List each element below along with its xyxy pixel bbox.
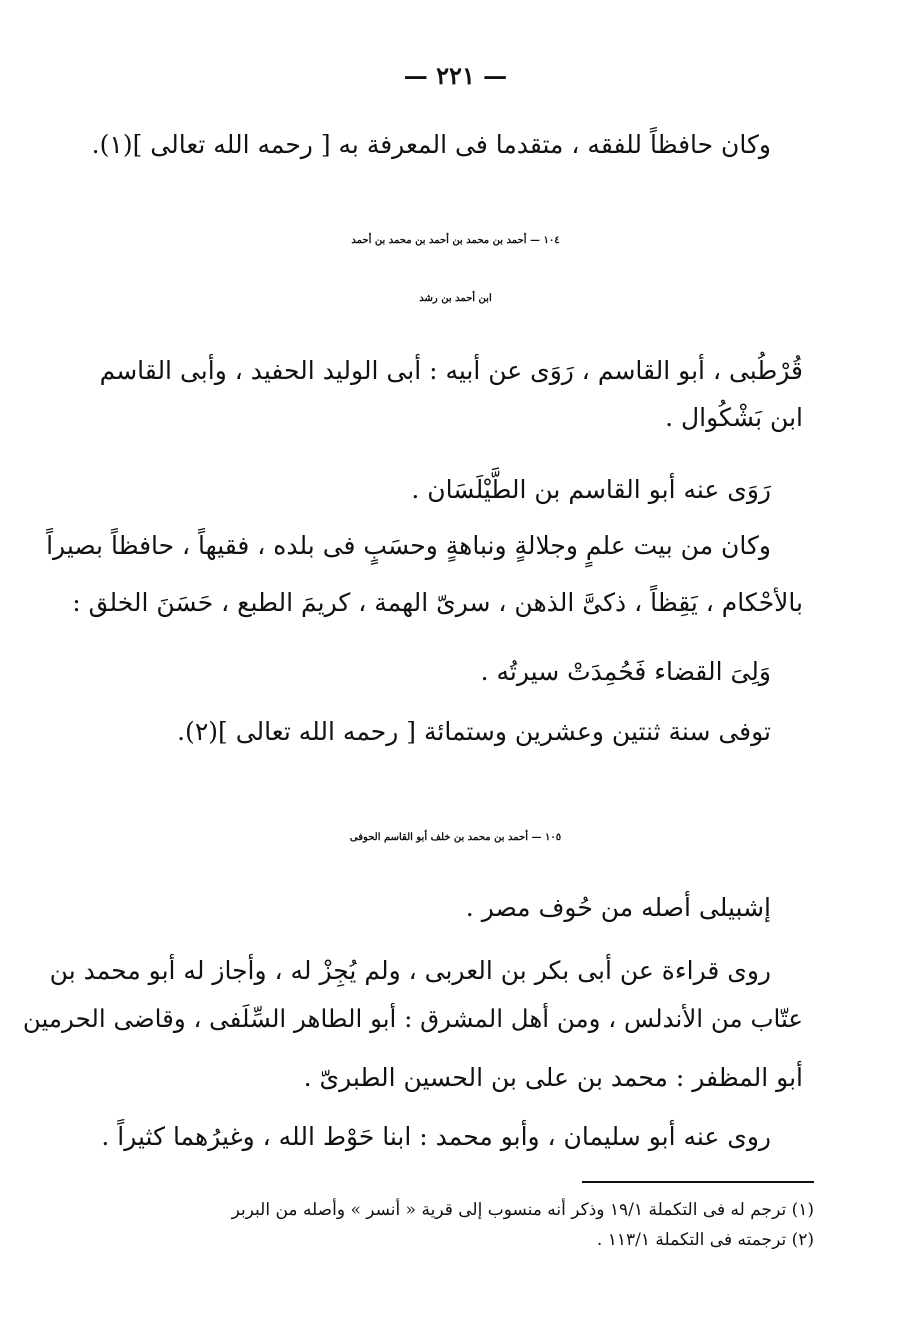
entry-104-heading-line-1: ١٠٤ — أحمد بن محمد بن أحمد بن محمد بن أحمد bbox=[351, 235, 560, 246]
intro-line: وكان حافظاً للفقه ، متقدما فى المعرفة به [ رحمه الله تعالى ](١). bbox=[91, 130, 771, 159]
entry-105-para-1: إشبيلى أصله من حُوف مصر . bbox=[465, 893, 771, 922]
footnote-2: (٢) ترجمته فى التكملة ١١٣/١ . bbox=[596, 1230, 814, 1250]
entry-104-para-1-line-2: ابن بَشْكُوال . bbox=[665, 403, 803, 432]
entry-105-para-2-line-1: روى قراءة عن أبى بكر بن العربى ، ولم يُجِزْ له ، وأجاز له أبو محمد بن bbox=[49, 956, 771, 985]
entry-105-para-2-line-2: عتّاب من الأندلس ، ومن أهل المشرق : أبو الطاهر السِّلَفى ، وقاضى الحرمين bbox=[22, 1004, 803, 1033]
entry-104-para-3-line-2: بالأحْكام ، يَقِظاً ، ذكىَّ الذهن ، سرىّ الهمة ، كريمَ الطبع ، حَسَنَ الخلق : bbox=[72, 588, 803, 617]
entry-104-para-3-line-1: وكان من بيت علمٍ وجلالةٍ ونباهةٍ وحسَبٍ فى بلده ، فقيهاً ، حافظاً بصيراً bbox=[46, 531, 771, 560]
entry-104-para-1-line-1: قُرْطُبى ، أبو القاسم ، رَوَى عن أبيه : أبى الوليد الحفيد ، وأبى القاسم bbox=[99, 356, 803, 385]
footnote-1: (١) ترجم له فى التكملة ١٩/١ وذكر أنه منسوب إلى قرية « أنسر » وأصله من البربر bbox=[231, 1200, 814, 1220]
entry-105-para-3: روى عنه أبو سليمان ، وأبو محمد : ابنا حَوْط الله ، وغيرُهما كثيراً . bbox=[101, 1122, 771, 1151]
entry-104-heading-line-2: ابن أحمد بن رشد bbox=[419, 293, 492, 304]
entry-104-para-2: رَوَى عنه أبو القاسم بن الطَّيْلَسَان . bbox=[411, 475, 771, 504]
entry-105-heading: ١٠٥ — أحمد بن محمد بن خلف أبو القاسم الحوفى bbox=[349, 832, 562, 843]
footnote-separator bbox=[582, 1181, 814, 1183]
entry-105-para-2-line-3: أبو المظفر : محمد بن على بن الحسين الطبرىّ . bbox=[303, 1063, 803, 1092]
entry-104-para-4: توفى سنة ثنتين وعشرين وستمائة [ رحمه الله تعالى ](٢). bbox=[177, 717, 771, 746]
entry-104-para-3-line-3: وَلِىَ القضاء فَحُمِدَتْ سيرتُه . bbox=[480, 657, 771, 686]
page-number: — ٢٢١ — bbox=[403, 61, 508, 90]
